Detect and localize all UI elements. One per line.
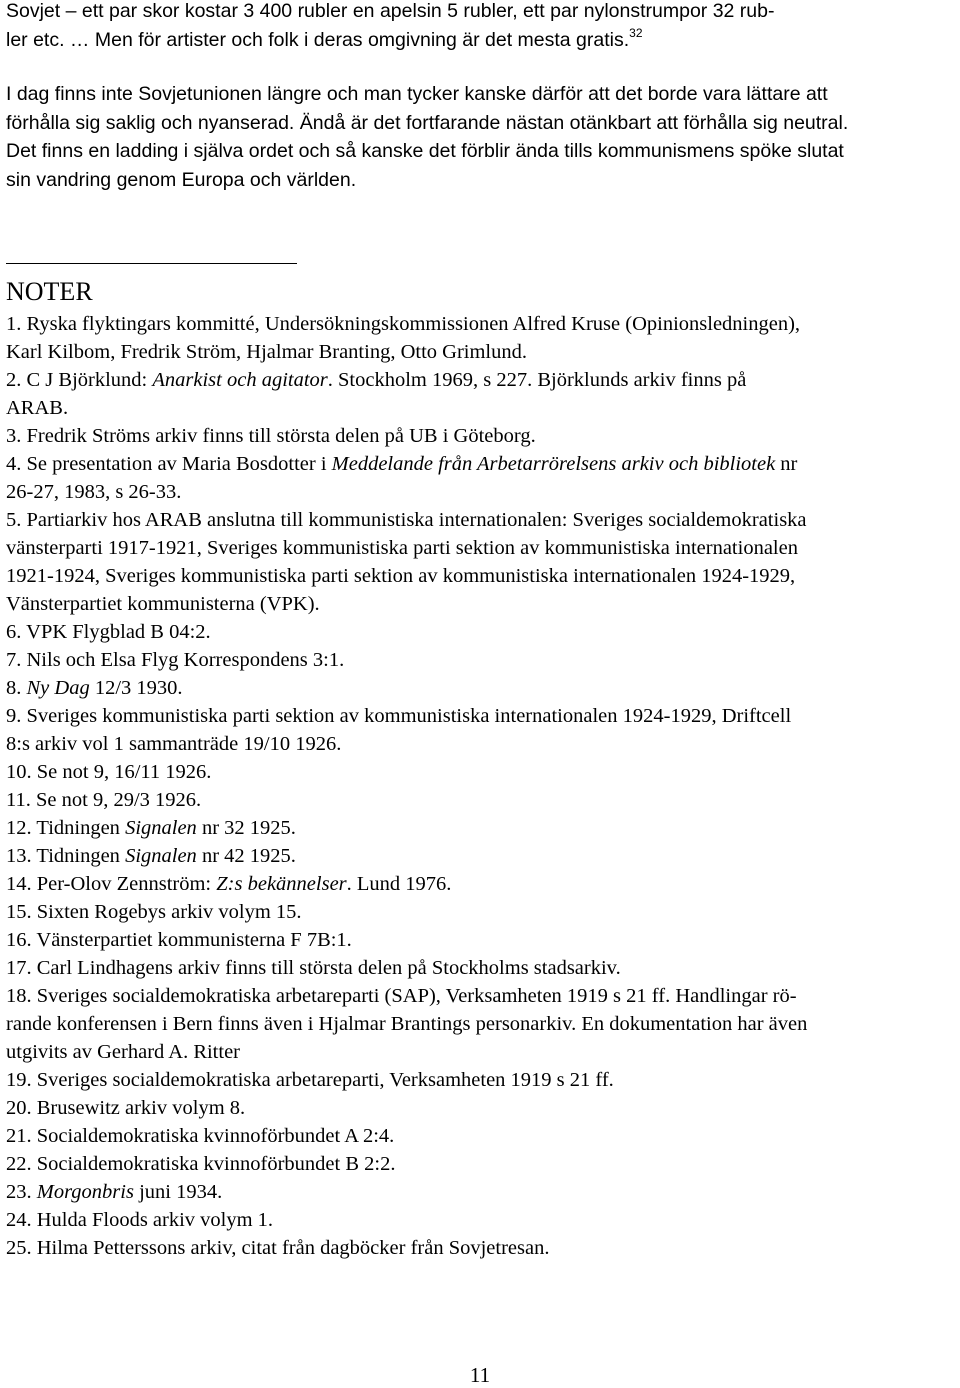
note-text: Sixten Rogebys arkiv volym 15. (36, 901, 302, 923)
note-text: Fredrik Ströms arkiv finns till största delen på UB i Göteborg. (26, 425, 536, 447)
note-number: 20. (6, 1097, 32, 1119)
text-line (6, 1150, 960, 1178)
note-text: VPK Flygblad B 04:2. (26, 621, 211, 643)
note-item-11 (6, 786, 960, 814)
note-number: 8. (6, 677, 22, 699)
note-item-6 (6, 618, 960, 646)
note-number: 11. (6, 789, 31, 811)
note-text: juni 1934. (133, 1181, 223, 1203)
text-line (6, 26, 960, 55)
text-line: Det finns en ladding i själva ordet och så kanske det förblir ända tills kommunismens spöke slutat (6, 140, 844, 162)
note-text: nr 42 1925. (196, 845, 296, 867)
note-item-17 (6, 954, 960, 982)
text-line: rande konferensen i Bern finns även i Hjalmar Brantings personarkiv. En dokumentation har även (6, 1013, 808, 1035)
text-line (6, 702, 960, 730)
text-line (6, 646, 960, 674)
note-item-25 (6, 1234, 960, 1262)
text-line (6, 674, 960, 702)
text-line (6, 310, 960, 338)
notes-list (6, 310, 960, 1262)
note-text: Brusewitz arkiv volym 8. (36, 1097, 246, 1119)
note-number: 15. (6, 901, 32, 923)
note-text: Per-Olov Zennström: (36, 873, 217, 895)
note-text: Tidningen (36, 817, 126, 839)
note-number: 10. (6, 761, 32, 783)
note-title: Meddelande från Arbetarrörelsens arkiv och bibliotek (331, 453, 776, 475)
note-title: Signalen (125, 817, 197, 839)
note-number: 21. (6, 1125, 32, 1147)
note-number: 14. (6, 873, 32, 895)
page-number: 11 (469, 1363, 491, 1387)
note-item-22 (6, 1150, 960, 1178)
text-line: Vänsterpartiet kommunisterna (VPK). (6, 593, 320, 615)
text-line (6, 1122, 960, 1150)
text-line (6, 814, 960, 842)
text-line (6, 1094, 960, 1122)
note-title: Morgonbris (36, 1181, 134, 1203)
text-line: ARAB. (6, 397, 69, 419)
text-line (6, 422, 960, 450)
text-line (6, 366, 960, 394)
text-line (6, 1066, 960, 1094)
notes-heading: NOTER (6, 277, 93, 306)
note-item-18 (6, 982, 960, 1066)
text-line: 26-27, 1983, s 26-33. (6, 481, 182, 503)
text-line (6, 982, 960, 1010)
note-number: 18. (6, 985, 32, 1007)
text-line (6, 842, 960, 870)
text-line (6, 506, 960, 534)
body-paragraph-2 (6, 80, 960, 194)
text-line: I dag finns inte Sovjetunionen längre och man tycker kanske därför att det borde vara lättare att (6, 83, 828, 105)
note-number: 3. (6, 425, 22, 447)
note-text: Hilma Petterssons arkiv, citat från dagböcker från Sovjetresan. (36, 1237, 550, 1259)
note-text: Vänsterpartiet kommunisterna F 7B:1. (36, 929, 352, 951)
text-line: Karl Kilbom, Fredrik Ström, Hjalmar Branting, Otto Grimlund. (6, 341, 527, 363)
note-number: 24. (6, 1209, 32, 1231)
note-item-19 (6, 1066, 960, 1094)
text-line: vänsterparti 1917-1921, Sveriges kommunistiska parti sektion av kommunistiska internationalen (6, 537, 798, 559)
text-line (6, 870, 960, 898)
note-text: Socialdemokratiska kvinnoförbundet B 2:2. (36, 1153, 396, 1175)
note-item-20 (6, 1094, 960, 1122)
text-line: förhålla sig saklig och nyanserad. Ändå är det fortfarande nästan otänkbart att förhålla sig neutral. (6, 111, 849, 134)
note-text: 12/3 1930. (89, 677, 183, 699)
text-line (6, 926, 960, 954)
text-line (6, 786, 960, 814)
note-text: Se not 9, 16/11 1926. (36, 761, 212, 783)
text-line: sin vandring genom Europa och världen. (6, 168, 357, 191)
note-text: C J Björklund: (26, 369, 153, 391)
note-number: 4. (6, 453, 22, 475)
note-number: 16. (6, 929, 32, 951)
note-item-4 (6, 450, 960, 506)
note-item-14 (6, 870, 960, 898)
note-text: Hulda Floods arkiv volym 1. (36, 1209, 274, 1231)
note-number: 13. (6, 845, 32, 867)
note-item-13 (6, 842, 960, 870)
note-text: Socialdemokratiska kvinnoförbundet A 2:4. (36, 1125, 395, 1147)
note-title: Z:s bekännelser (216, 873, 347, 895)
note-text: Sveriges kommunistiska parti sektion av kommunistiska internationalen 1924-1929, Driftcell (26, 705, 792, 727)
note-text: . Stockholm 1969, s 227. Björklunds arkiv finns på (327, 369, 747, 391)
note-title: Signalen (125, 845, 197, 867)
note-item-23 (6, 1178, 960, 1206)
note-title: Anarkist och agitator (152, 369, 328, 391)
note-item-9 (6, 702, 960, 758)
note-number: 7. (6, 649, 22, 671)
note-text: nr 32 1925. (196, 817, 296, 839)
note-item-16 (6, 926, 960, 954)
note-text: Se not 9, 29/3 1926. (36, 789, 202, 811)
note-item-8 (6, 674, 960, 702)
text-line (6, 1206, 960, 1234)
note-text: Tidningen (36, 845, 126, 867)
text-line: 1921-1924, Sveriges kommunistiska parti sektion av kommunistiska internationalen 1924-1929, (6, 565, 796, 587)
note-number: 19. (6, 1069, 32, 1091)
text-line (6, 898, 960, 926)
text-line (6, 450, 960, 478)
note-number: 22. (6, 1153, 32, 1175)
note-text: Sveriges socialdemokratiska arbetareparti (SAP), Verksamheten 1919 s 21 ff. Handlingar rö- (36, 985, 797, 1007)
notes-divider (6, 263, 297, 264)
text-line: utgivits av Gerhard A. Ritter (6, 1041, 240, 1063)
text-line (6, 1178, 960, 1206)
note-number: 12. (6, 817, 32, 839)
text-line: Sovjet – ett par skor kostar 3 400 rubler en apelsin 5 rubler, ett par nylonstrumpor 32 rub- (6, 0, 775, 22)
note-item-10 (6, 758, 960, 786)
note-item-7 (6, 646, 960, 674)
note-text: Partiarkiv hos ARAB anslutna till kommunistiska internationalen: Sveriges socialdemokratiska (26, 509, 807, 531)
note-text: nr (775, 453, 798, 475)
note-number: 9. (6, 705, 22, 727)
note-item-12 (6, 814, 960, 842)
note-item-15 (6, 898, 960, 926)
footnote-reference: 32 (629, 25, 643, 40)
note-number: 5. (6, 509, 22, 531)
note-text: Nils och Elsa Flyg Korrespondens 3:1. (26, 649, 345, 671)
text-line (6, 1234, 960, 1262)
note-item-2 (6, 366, 960, 422)
note-number: 1. (6, 313, 22, 335)
note-item-24 (6, 1206, 960, 1234)
text-line (6, 758, 960, 786)
note-text: Se presentation av Maria Bosdotter i (26, 453, 332, 475)
note-text: . Lund 1976. (346, 873, 452, 895)
note-number: 23. (6, 1181, 32, 1203)
body-paragraph-1 (6, 0, 960, 54)
text-line: 8:s arkiv vol 1 sammanträde 19/10 1926. (6, 733, 342, 755)
text-run: ler etc. … Men för artister och folk i deras omgivning är det mesta gratis. (6, 28, 630, 51)
note-number: 6. (6, 621, 22, 643)
note-text: Sveriges socialdemokratiska arbetareparti, Verksamheten 1919 s 21 ff. (36, 1069, 614, 1091)
note-number: 2. (6, 369, 22, 391)
note-item-5 (6, 506, 960, 618)
note-item-3 (6, 422, 960, 450)
note-text: Carl Lindhagens arkiv finns till största delen på Stockholms stadsarkiv. (36, 957, 621, 979)
text-line (6, 618, 960, 646)
note-item-1 (6, 310, 960, 366)
note-title: Ny Dag (26, 677, 90, 699)
note-item-21 (6, 1122, 960, 1150)
note-number: 25. (6, 1237, 32, 1259)
note-text: Ryska flyktingars kommitté, Undersökningskommissionen Alfred Kruse (Opinionsledningen), (26, 313, 801, 335)
note-number: 17. (6, 957, 32, 979)
text-line (6, 954, 960, 982)
